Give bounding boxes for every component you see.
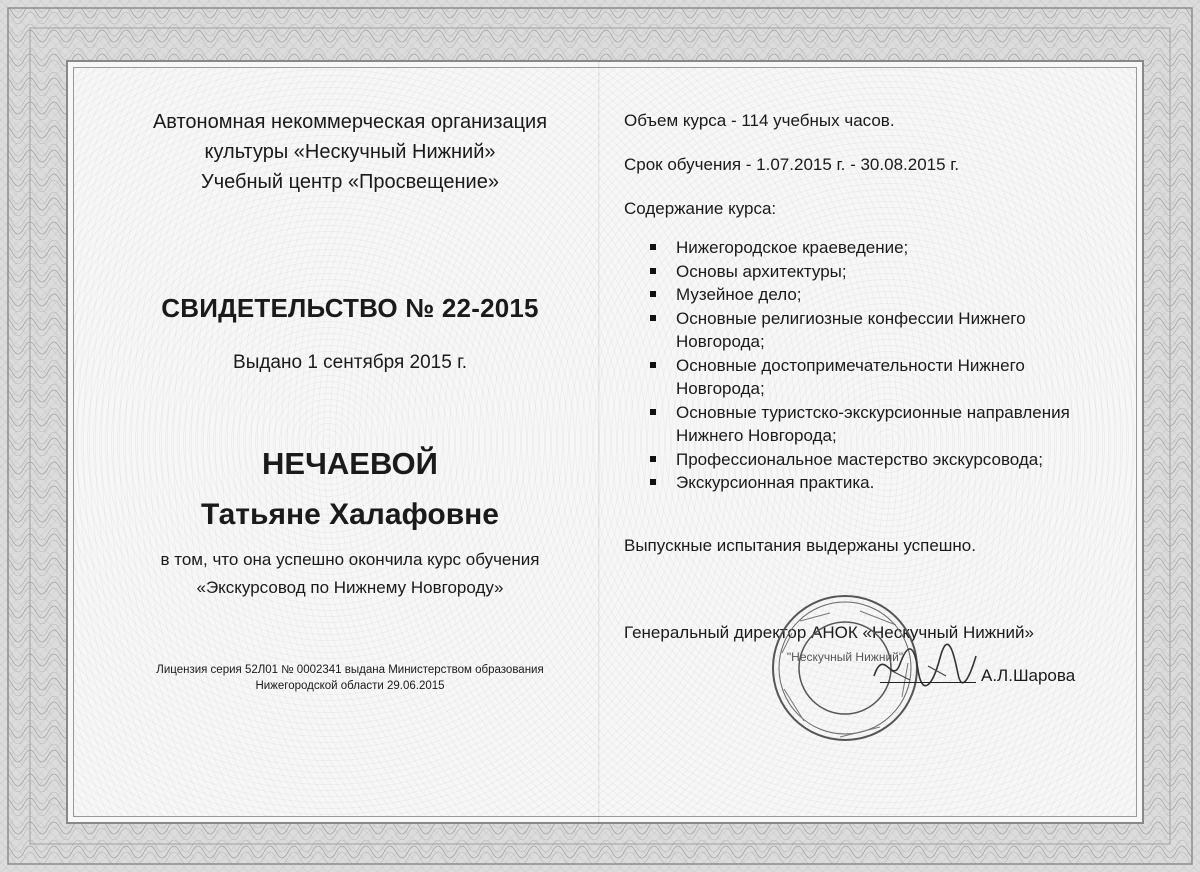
issue-date: Выдано 1 сентября 2015 г. (233, 352, 467, 373)
bullet-icon (650, 244, 656, 250)
bullet-icon (650, 362, 656, 368)
list-item: Нижегородское краеведение; (646, 236, 1086, 260)
completion-statement (100, 546, 600, 602)
signature-line (880, 682, 976, 683)
organization-header (100, 107, 600, 197)
recipient-name: Татьяне Халафовне (201, 498, 499, 531)
course-name: «Экскурсовод по Нижнему Новгороду» (196, 578, 504, 597)
list-item: Экскурсионная практика. (646, 471, 1086, 495)
license-line-1: Лицензия серия 52Л01 № 0002341 выдана Министерством образования (156, 664, 544, 676)
bullet-icon (650, 315, 656, 321)
org-line-3: Учебный центр «Просвещение» (201, 171, 499, 193)
recipient-surname: НЕЧАЕВОЙ (262, 446, 438, 481)
signer-name: А.Л.Шарова (981, 666, 1076, 685)
director-position: Генеральный директор АНОК «Нескучный Нижний» (624, 623, 1035, 642)
course-volume: Объем курса - 114 учебных часов. (624, 111, 895, 130)
bullet-icon (650, 409, 656, 415)
list-item: Основы архитектуры; (646, 260, 1086, 284)
bullet-icon (650, 268, 656, 274)
list-item: Основные религиозные конфессии Нижнего Новгорода; (646, 307, 1086, 354)
contents-heading: Содержание курса: (624, 199, 777, 218)
list-item: Профессиональное мастерство экскурсовода; (646, 448, 1086, 472)
stamp-center-text: "Нескучный Нижний" (786, 650, 904, 664)
list-item: Основные туристско-экскурсионные направления Нижнего Новгорода; (646, 401, 1086, 448)
certificate-title: СВИДЕТЕЛЬСТВО № 22-2015 (161, 293, 539, 323)
bullet-icon (650, 479, 656, 485)
org-line-2: культуры «Нескучный Нижний» (204, 141, 496, 163)
list-item: Музейное дело; (646, 283, 1086, 307)
org-line-1: Автономная некоммерческая организация (152, 111, 548, 133)
course-topics-list (646, 236, 1086, 495)
bullet-icon (650, 291, 656, 297)
completion-text: в том, что она успешно окончила курс обучения (160, 550, 540, 569)
license-info (100, 662, 600, 694)
exam-result: Выпускные испытания выдержаны успешно. (624, 536, 976, 555)
list-item: Основные достопримечательности Нижнего Новгорода; (646, 354, 1086, 401)
license-line-2: Нижегородской области 29.06.2015 (255, 680, 445, 692)
signature-icon (870, 636, 980, 696)
bullet-icon (650, 456, 656, 462)
course-duration: Срок обучения - 1.07.2015 г. - 30.08.2015 г. (624, 155, 960, 174)
